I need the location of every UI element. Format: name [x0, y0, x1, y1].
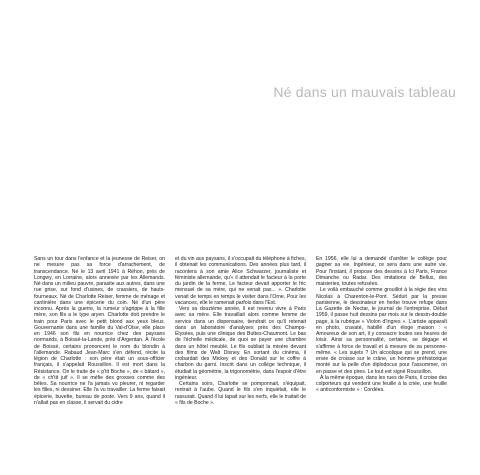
paragraph: Vers sa douzième année, il est revenu vivre à Paris avec sa mère. Elle travaillait alors comme femme de service dans un dispensaire, tiendrait ce qu'il retenait dans un laboratoire d'analyses près des Champs-Élysées, puis une clinique des Buttes-Chaumont. Le bas de l'échelle médicale, de quoi se payer une chambre dans un hôtel meublé. Le fils oubliait la misère devant des films de Walt Disney. En sortant du cinéma, il crobardait des Mickey et des Donald sur le coffre à charbon du garni. Inscrit dans un collège technique, il étudiait la géométrie, la trigonométrie, dans l'espoir d'être ingénieur.: [175, 306, 306, 381]
column-2: [175, 256, 306, 470]
column-1: [34, 256, 165, 470]
article-body: [34, 256, 447, 470]
paragraph: À la même époque, dans les rues de Paris, il croise des colporteurs qui vendent une feuille à la criée, une feuille « anticonformiste » : Cordées.: [316, 374, 447, 394]
article-title: Né dans un mauvais tableau: [273, 84, 456, 100]
paragraph: En 1956, elle lui a demandé d'arrêter le collège pour gagner sa vie. Ingénieur, ce sera dans une autre vie. Pour l'instant, il propose des dessins à Ici Paris, France Dimanche ou Radar. Des imitations de Bellus, des maisieries, toutes refusées.: [316, 256, 447, 287]
paragraph: et du vin aux paysans, il s'occupait du téléphone à fiches, il obtenait les communications. Des années plus tard, il racontera à son amie Alice Schwarzer, journaliste et féministe allemande, qu'« il attendait le facteur à la porte du jardin de la ferme. Le facteur devait apporter le fric mensuel de sa mère, qui ne venait pas... ». Charlotte venait de temps en temps le visiter dans l'Orne. Pour les vacances, elle le ramenait parfois dans l'Est.: [175, 256, 306, 306]
paragraph: Le voilà embauché comme grouillot à la régie des vins Nicolas à Charenton-le-Pont. Séduit par la presse parisienne, le dessinateur en herbe trouve refuge dans La Gazette de Nectar, le journal de l'entreprise. Début 1959, il passe huit dessins par mois sur le dessin-double page, à la rubrique « Violon d'Ingres ». L'artiste apparaît en photo, cravaté, habillé d'un éloge maison : « Amoureux de son art, il y consacre toutes ses heures de loisir. Ainsi sa personnalité, certaine, se dégage et s'affirme à force de travail et à mesure de sa personne-même. « Les sujets ? Un alcoolique qui se prend, une envie de croisse sur le crâne, un homme préhistorique monté sur la pelle d'un diplodocus pour l'assommer, on en passe et des pires. Le tout est signé Roussillon.: [316, 287, 447, 375]
paragraph: Certains soirs, Charlotte se pomponnait, s'équipait, rentrait à l'aube. Quand le fils s'en inquiétait, elle le rassurait. Quand il lui tapait sur les nerfs, elle le traitait de « fils de Boche ».: [175, 381, 306, 406]
paragraph: Sans un tour dans l'enfance et la jeunesse de Reiser, on ne mesure pas sa force d'arrachement, de transcendance. Né le 13 avril 1941 à Réhon, près de Longwy, en Lorraine, alors annexée par les Allemands. Né dans un milieu pauvre, parasite aux autres, dans une rue grise, sur fond d'usines, de crassiers, de hauts-fourneaux. Né de Charlotte Reiser, femme de ménage et cantinière dans une épicerie du coin. Né d'un père inconnu. Après la guerre, la rumeur s'agrippe à la fille mère, son fils a le type aryen. Charlotte doit prendre le train pour Paris avec le petit blond aux yeux bleus. Gouvernante dans une famille du Val-d'Oise, elle place en 1946 son fils en nourrice chez des paysans normands, à Boissé-la-Lande, près d'Argentan. À l'école de Boissé, certains prononcent le nom du blondin à l'allemande. Rabaud Jean-Marc s'en défend, récite la légion de Charlotte : son père était un sous-officier français, il s'appelait Roussillon. Il est mort dans la Résistance. On le traite de « p'tit Boche », de « bâtard », de « ch'tit juif ». Il se méfie des grosses comme des bêtes. Sa nourrice ne l'a jamais vu pleurer, ni regarder les filles, ni dessiner. Elle l'a vu travailler. La ferme faisait épicerie, buvette, bureau de poste. Vers 9 ans, quand il n'allait pas en classe, il servait du cidre: [34, 256, 165, 406]
column-3: [316, 256, 447, 470]
